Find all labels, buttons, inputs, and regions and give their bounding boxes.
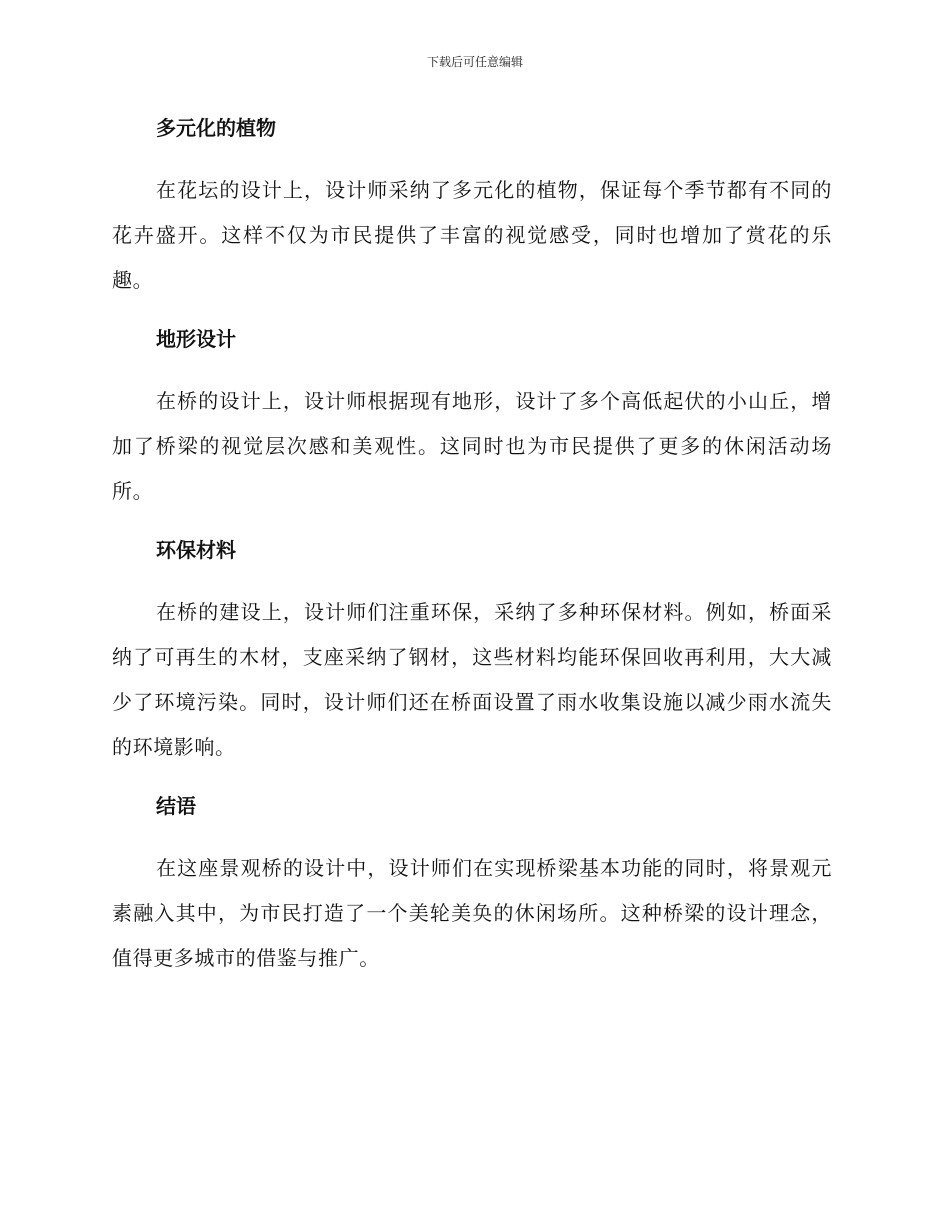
section-paragraph: 在桥的建设上，设计师们注重环保，采纳了多种环保材料。例如，桥面采纳了可再生的木材，支座采纳了钢材，这些材料均能环保回收再利用，大大减少了环境污染。同时，设计师们还在桥面设置了雨水收集设施以减少雨水流失的环境影响。 bbox=[112, 600, 832, 759]
section-paragraph: 在这座景观桥的设计中，设计师们在实现桥梁基本功能的同时，将景观元素融入其中，为市民打造了一个美轮美奂的休闲场所。这种桥梁的设计理念，值得更多城市的借鉴与推广。 bbox=[112, 856, 832, 970]
section-heading: 多元化的植物 bbox=[156, 116, 276, 140]
section-heading: 结语 bbox=[156, 794, 196, 818]
section-heading: 环保材料 bbox=[156, 538, 236, 562]
section-heading: 地形设计 bbox=[156, 327, 236, 351]
page-header: 下载后可任意编辑 bbox=[426, 55, 523, 69]
section-paragraph: 在桥的设计上，设计师根据现有地形，设计了多个高低起伏的小山丘，增加了桥梁的视觉层次感和美观性。这同时也为市民提供了更多的休闲活动场所。 bbox=[112, 389, 832, 503]
section-materials bbox=[112, 532, 832, 770]
section-conclusion bbox=[112, 788, 832, 981]
section-paragraph: 在花坛的设计上，设计师采纳了多元化的植物，保证每个季节都有不同的花卉盛开。这样不仅为市民提供了丰富的视觉感受，同时也增加了赏花的乐趣。 bbox=[112, 178, 832, 292]
section-plants bbox=[112, 110, 832, 303]
section-terrain bbox=[112, 321, 832, 514]
document-body bbox=[112, 110, 832, 999]
